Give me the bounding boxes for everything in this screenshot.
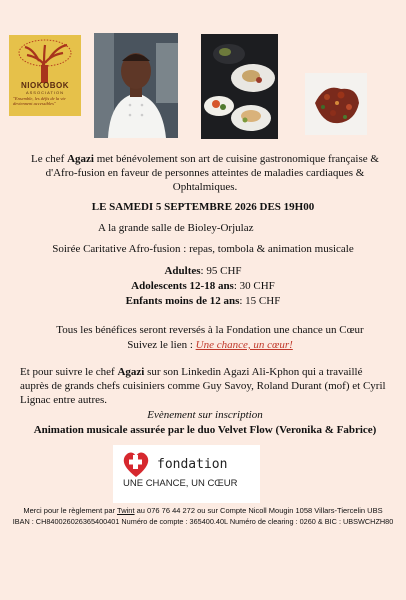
event-date: LE SAMEDI 5 SEPTEMBRE 2026 DES 19H00: [91, 201, 315, 213]
inscription-note: Evènement sur inscription: [147, 409, 263, 421]
fondation-link[interactable]: Une chance, un cœur!: [195, 339, 293, 351]
chef-name: Agazi: [67, 153, 94, 165]
logo-subtitle: ASSOCIATION: [25, 90, 65, 95]
iban-line: IBAN : CH840026026365400401 Numéro de compte : 365400.40L Numéro de clearing : 0260 & BIC : UBSWCHZH80: [12, 517, 394, 526]
logo-tagline: "Ensemble, les défis de la vie deviennent accessibles": [13, 96, 66, 106]
animation-note: Animation musicale assurée par le duo Velvet Flow (Veronika & Fabrice): [33, 424, 377, 436]
baobab-tree-icon: [17, 39, 73, 83]
price-adults: Adultes: 95 CHF: [164, 265, 242, 277]
heart-cross-icon: [121, 449, 151, 479]
follow-line: Suivez le lien : Une chance, un cœur!: [127, 339, 293, 351]
intro-paragraph: Le chef Agazi met bénévolement son art de cuisine gastronomique française & d'Afro-fusion en faveur de personnes atteintes de maladies cardiaques & Ophtalmiques.: [31, 153, 379, 193]
niokobok-logo: [9, 35, 81, 116]
chef-name-linkedin: Agazi: [117, 366, 145, 378]
food-photo: [305, 73, 367, 135]
price-children: Enfants moins de 12 ans: 15 CHF: [125, 295, 281, 307]
price-teens: Adolescents 12-18 ans: 30 CHF: [131, 280, 275, 292]
logo-brand: NIOKOBOK: [21, 81, 69, 90]
fondation-word: fondation: [157, 457, 228, 472]
dish-photo: [201, 34, 278, 139]
payment-line: Merci pour le règlement par Twint au 076 76 44 272 ou sur Compte Nicoll Mougin 1058 Villars-Tiercelin UBS: [23, 506, 383, 515]
fondation-subtitle: UNE CHANCE, UN CŒUR: [123, 478, 238, 489]
event-venue: A la grande salle de Bioley-Orjulaz: [98, 222, 254, 234]
event-description: Soirée Caritative Afro-fusion : repas, tombola & animation musicale: [52, 243, 354, 255]
benefits-line: Tous les bénéfices seront reversés à la Fondation une chance un Cœur: [56, 324, 364, 336]
twint-label: Twint: [117, 506, 135, 515]
chef-photo: [94, 33, 178, 138]
linkedin-paragraph: Et pour suivre le chef Agazi sur son Linkedin Agazi Ali-Kphon qui a travaillé auprès de grands chefs cuisiniers comme Guy Savoy, Roland Durant (mof) et Cyril Lignac entre autres.: [20, 366, 386, 406]
fondation-logo: [113, 445, 260, 503]
